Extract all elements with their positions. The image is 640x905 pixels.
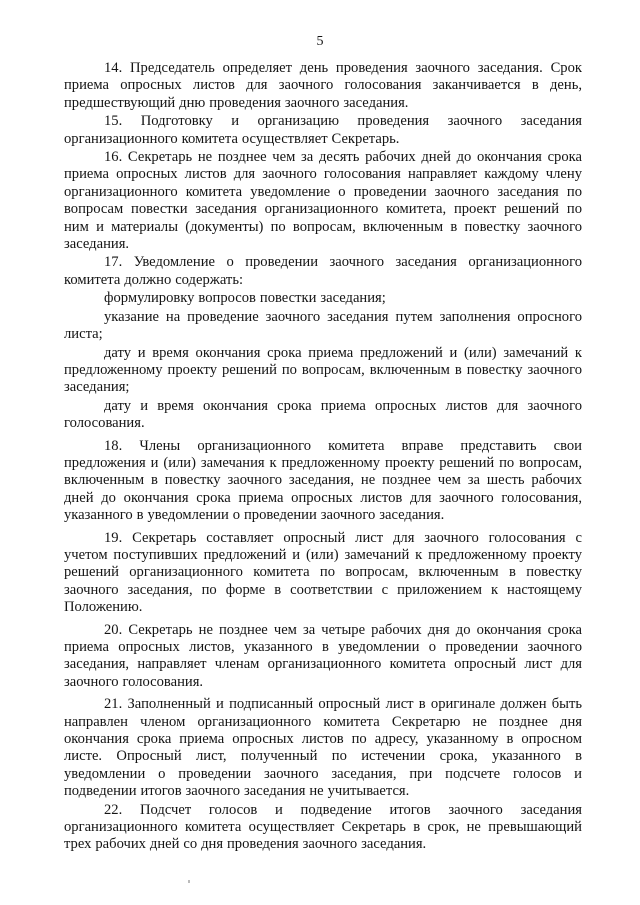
paragraph-17-item-4: дату и время окончания срока приема опросных листов для заочного голосования. bbox=[64, 397, 582, 432]
paragraph-22: 22. Подсчет голосов и подведение итогов заочного заседания организационного комитета осуществляет Секретарь в срок, не превышающий трех рабочих дней со дня проведения заочного заседания. bbox=[64, 801, 582, 853]
paragraph-21: 21. Заполненный и подписанный опросный лист в оригинале должен быть направлен членом организационного комитета Секретарю не позднее дня окончания срока приема опросных листов по адресу, указанному в опросном листе. Опросный лист, полученный по истечении срока, указанного в уведомлении о проведении заочного заседания, при подсчете голосов и подведении итогов заочного заседания не учитывается. bbox=[64, 696, 582, 800]
paragraph-17-item-3: дату и время окончания срока приема предложений и (или) замечаний к предложенному проекту решений по вопросам, включенным в повестку заочного заседания; bbox=[64, 344, 582, 396]
page-number: 5 bbox=[316, 34, 324, 49]
scan-artifact bbox=[188, 880, 190, 883]
paragraph-19: 19. Секретарь составляет опросный лист для заочного голосования с учетом поступивших предложений и (или) замечаний к предложенному проекту решений организационного комитета по вопросам, включенным в повестку заочного заседания, по форме в соответствии с приложением к настоящему Положению. bbox=[64, 529, 582, 616]
document-body bbox=[64, 60, 582, 855]
paragraph-18: 18. Члены организационного комитета вправе представить свои предложения и (или) замечания к предложенному проекту решений по вопросам, включенным в повестку заочного заседания, не позднее чем за шесть рабочих дней до окончания срока приема опросных листов для заочного голосования, указанного в уведомлении о проведении заочного заседания. bbox=[64, 437, 582, 524]
paragraph-17: 17. Уведомление о проведении заочного заседания организационного комитета должно содержать: bbox=[64, 254, 582, 288]
paragraph-14: 14. Председатель определяет день проведения заочного заседания. Срок приема опросных листов для заочного голосования заканчивается в день, предшествующий дню проведения заочного заседания. bbox=[64, 60, 582, 111]
paragraph-15: 15. Подготовку и организацию проведения заочного заседания организационного комитета осуществляет Секретарь. bbox=[64, 113, 582, 147]
paragraph-16: 16. Секретарь не позднее чем за десять рабочих дней до окончания срока приема опросных листов для заочного голосования направляет каждому члену организационного комитета уведомление о проведении заочного заседания по вопросам повестки заседания организационного комитета, проект решений по ним и материалы (документы) по вопросам, включенным в повестку заочного заседания. bbox=[64, 149, 582, 253]
paragraph-20: 20. Секретарь не позднее чем за четыре рабочих дня до окончания срока приема опросных листов, указанного в уведомлении о проведении заочного заседания, направляет членам организационного комитета опросный лист для заочного голосования. bbox=[64, 621, 582, 690]
paragraph-17-item-2: указание на проведение заочного заседания путем заполнения опросного листа; bbox=[64, 308, 582, 343]
paragraph-17-item-1: формулировку вопросов повестки заседания; bbox=[104, 290, 386, 307]
